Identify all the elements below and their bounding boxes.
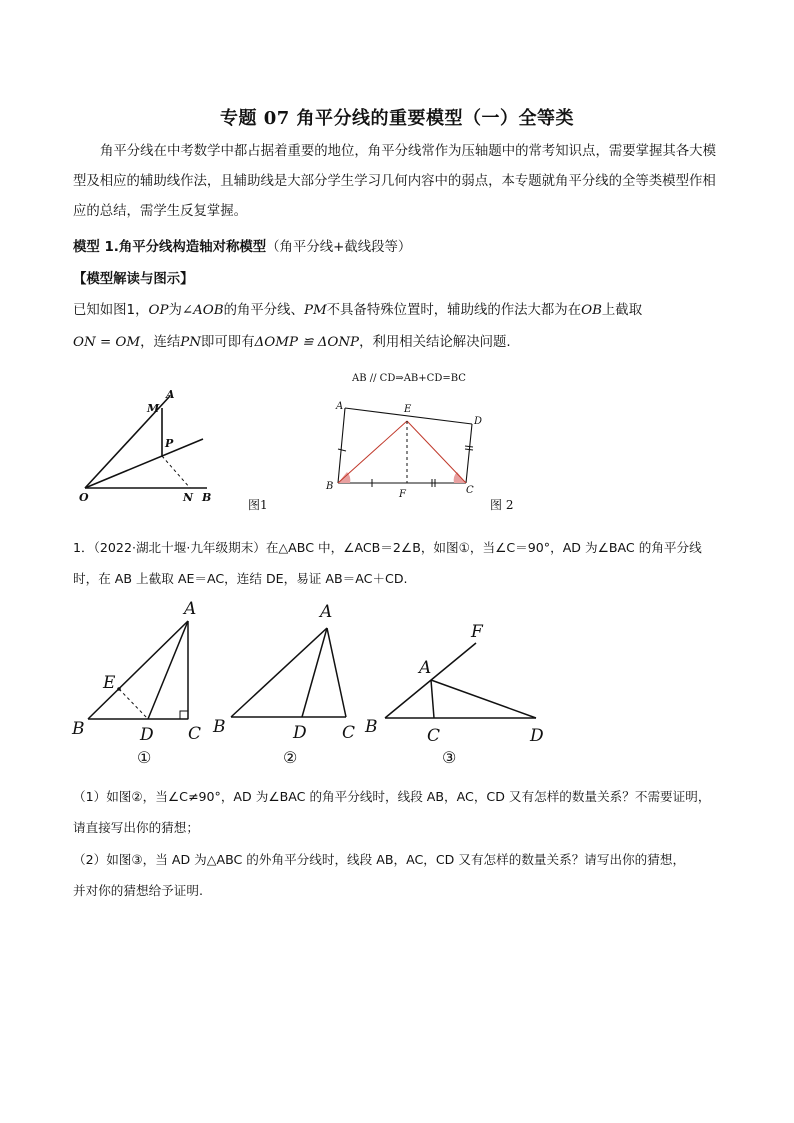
label-f: F: [471, 622, 483, 642]
math-pm: PM: [303, 303, 327, 318]
side-ac: [431, 680, 434, 718]
figure-number-3: ③: [442, 748, 457, 767]
label-d: D: [474, 416, 483, 427]
label-b: B: [365, 717, 378, 737]
math-on-eq-om: ON = OM: [73, 335, 141, 350]
right-angle-mark: [180, 711, 188, 719]
label-p: P: [165, 437, 174, 450]
text: 的角平分线、: [223, 303, 304, 318]
point-e: [117, 687, 121, 691]
label-m: M: [147, 402, 160, 415]
bisector-ad: [148, 621, 188, 719]
text: ，利用相关结论解决问题.: [359, 335, 511, 350]
label-b: B: [202, 491, 212, 504]
dashed-de: [119, 689, 148, 719]
label-c: C: [188, 724, 202, 744]
bisector-ad: [302, 628, 327, 717]
text: 为: [168, 303, 182, 318]
figure-1-caption: 图1: [248, 498, 268, 512]
figure-number-2: ②: [283, 748, 298, 767]
label-b: B: [213, 717, 226, 737]
side-ab: [231, 628, 327, 717]
label-f: F: [399, 489, 406, 500]
figure-2: [320, 365, 520, 515]
math-congruence: ΔOMP ≌ ΔONP: [254, 335, 360, 350]
label-a: A: [419, 658, 432, 678]
model1-heading: [73, 236, 733, 255]
text: 即可即有: [201, 335, 255, 350]
intro-text: 角平分线在中考数学中都占据着重要的地位，角平分线常作为压轴题中的常考知识点，需要掌握其各大模型及相应的辅助线作法，且辅助线是大部分学生学习几何内容中的弱点，本专题就角平分线的全等类模型作相应的总结，需学生反复掌握。: [73, 144, 716, 219]
math-op: OP: [148, 303, 169, 318]
question-1-line2: 请直接写出你的猜想；: [73, 820, 199, 835]
model1-line2: [73, 331, 733, 350]
triangle-1: [70, 595, 220, 770]
label-d: D: [140, 725, 154, 745]
label-n: N: [183, 491, 194, 504]
side-ac: [327, 628, 346, 717]
model1-heading-bold: 模型 1.角平分线构造轴对称模型: [73, 240, 267, 255]
math-ob: OB: [581, 303, 602, 318]
label-a: A: [320, 602, 333, 622]
segment-dc: [466, 424, 472, 483]
figure-2-header: AB // CD⇒AB+CD=BC: [352, 373, 466, 384]
label-e: E: [103, 673, 116, 693]
tick-dc-1: [465, 446, 473, 447]
text: ，连结: [140, 335, 181, 350]
side-ab: [88, 621, 188, 719]
model1-heading-rest: （角平分线+截线段等）: [266, 240, 412, 255]
text: 上截取: [601, 303, 643, 318]
label-e: E: [404, 404, 412, 415]
figure-1: [70, 385, 270, 520]
question-1-line1: （1）如图②，当∠C≠90°，AD 为∠BAC 的角平分线时，线段 AB，AC，CD 又有怎样的数量关系？不需要证明，: [73, 789, 711, 804]
label-c: C: [466, 485, 474, 496]
math-angle-aob: ∠AOB: [181, 303, 224, 318]
label-c: C: [342, 723, 356, 743]
label-o: O: [79, 491, 89, 504]
label-d: D: [293, 723, 307, 743]
tick-dc-2: [465, 449, 473, 450]
figure-2-caption: 图 2: [490, 498, 514, 512]
segment-ab: [338, 408, 345, 483]
text: 已知如图1，: [73, 303, 149, 318]
label-c: C: [427, 726, 441, 746]
tick-ab: [338, 449, 346, 451]
problem-1-line1: 1．（2022·湖北十堰·九年级期末）在△ABC 中，∠ACB＝2∠B，如图①，当∠C＝90°，AD 为∠BAC 的角平分线: [73, 540, 702, 555]
question-2-line1: （2）如图③，当 AD 为△ABC 的外角平分线时，线段 AB，AC，CD 又有怎样的数量关系？请写出你的猜想，: [73, 852, 686, 867]
label-b: B: [326, 481, 334, 492]
dashed-pn: [162, 456, 190, 488]
label-b: B: [72, 719, 85, 739]
model1-line1: [73, 299, 733, 318]
intro-paragraph: [73, 137, 723, 227]
text: 不具备特殊位置时，辅助线的作法大都为在: [326, 303, 582, 318]
label-a: A: [166, 388, 175, 401]
bisector-op: [85, 439, 203, 488]
question-2-line2: 并对你的猜想给予证明.: [73, 883, 203, 898]
bisector-ad: [431, 680, 536, 718]
problem-1-line2: 时，在 AB 上截取 AE＝AC，连结 DE，易证 AB＝AC＋CD.: [73, 571, 408, 586]
segment-be: [338, 421, 407, 483]
model1-subheading: 【模型解读与图示】: [73, 272, 194, 287]
label-d: D: [530, 726, 544, 746]
triangle-3: [360, 615, 560, 770]
page-title: 专题 07 角平分线的重要模型（一）全等类: [219, 108, 575, 129]
figure-number-1: ①: [137, 748, 152, 767]
label-a: A: [184, 599, 197, 619]
math-pn: PN: [180, 335, 202, 350]
triangle-2: [205, 595, 375, 770]
label-a: A: [336, 401, 344, 412]
segment-ce: [407, 421, 466, 483]
